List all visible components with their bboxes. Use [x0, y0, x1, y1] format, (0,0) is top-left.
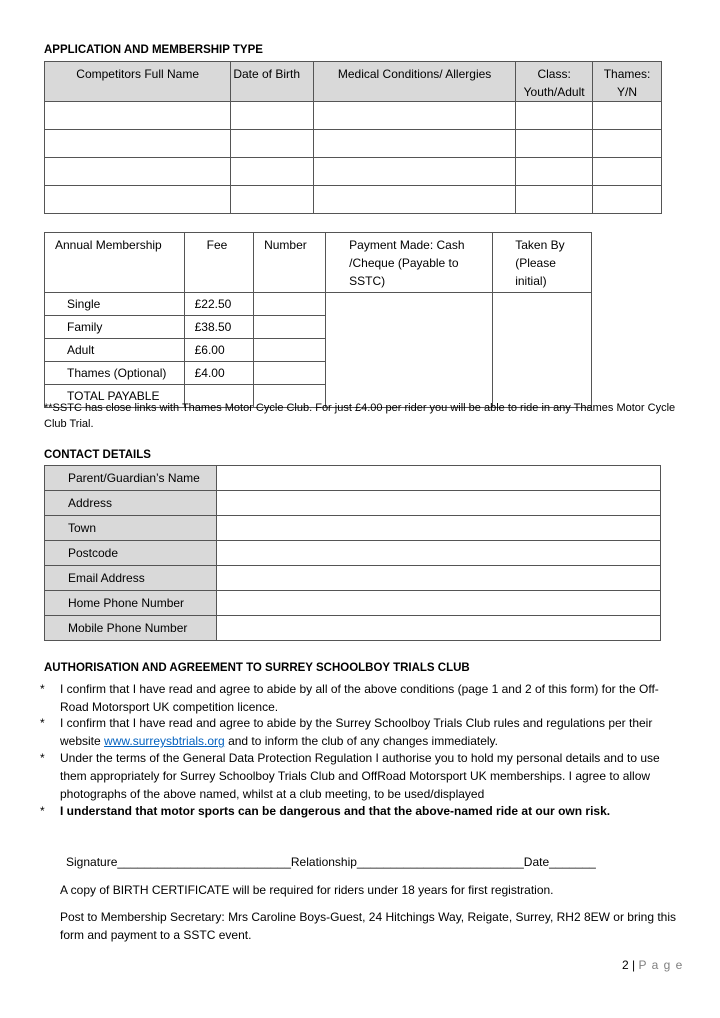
header-thames: Thames: Y/N — [593, 62, 662, 102]
dob-cell[interactable] — [231, 130, 314, 158]
membership-fee: £38.50 — [184, 316, 253, 339]
thames-cell[interactable] — [593, 158, 662, 186]
guardian-name-field[interactable] — [217, 466, 661, 491]
contact-row — [45, 616, 661, 641]
signature-line[interactable]: Signature__________________________Relationship_________________________Date_______ — [66, 855, 596, 869]
contact-row — [45, 541, 661, 566]
header-number: Number — [254, 233, 326, 293]
fees-header-row — [45, 233, 592, 293]
competitor-name-cell[interactable] — [45, 130, 231, 158]
email-field[interactable] — [217, 566, 661, 591]
address-field[interactable] — [217, 491, 661, 516]
contact-row — [45, 491, 661, 516]
authorisation-item-1: I confirm that I have read and agree to abide by all of the above conditions (page 1 and 2 of this form) for the Off-Road Motorsport UK competition licence. — [60, 682, 659, 714]
competitors-table — [44, 61, 662, 214]
competitor-row — [45, 102, 662, 130]
contact-table — [44, 465, 661, 641]
contact-label: Mobile Phone Number — [45, 616, 217, 641]
header-taken-by: Taken By (Please initial) — [493, 233, 592, 293]
medical-cell[interactable] — [314, 158, 516, 186]
membership-type: Adult — [45, 339, 185, 362]
membership-type: Thames (Optional) — [45, 362, 185, 385]
class-cell[interactable] — [516, 186, 593, 214]
authorisation-item-2: I confirm that I have read and agree to abide by the Surrey Schoolboy Trials Club rules and regulations per their website www.surreysbtrials.org and to inform the club of any changes immediately. — [60, 716, 653, 748]
page-number: 2 — [622, 958, 629, 972]
payment-made-cell[interactable] — [326, 293, 493, 408]
contact-row — [45, 591, 661, 616]
number-cell[interactable] — [254, 339, 326, 362]
thames-note: **SSTC has close links with Thames Motor Cycle Club. For just £4.00 per rider you will be able to ride in any Thames Motor Cycle Club Trial. — [44, 402, 676, 430]
footer-separator: | — [632, 958, 636, 972]
birth-certificate-note: A copy of BIRTH CERTIFICATE will be required for riders under 18 years for first registration. — [60, 883, 554, 897]
fees-table — [44, 232, 592, 408]
contact-label: Parent/Guardian’s Name — [45, 466, 217, 491]
authorisation-item-3: Under the terms of the General Data Protection Regulation I authorise you to hold my personal details and to use them appropriately for Surrey Schoolboy Trials Club and OffRoad Motorsport UK memberships. I agree to allow photographs of the above named, whilst at a club meeting, to be used/displayed — [60, 751, 660, 801]
contact-section-title: CONTACT DETAILS — [44, 449, 151, 461]
contact-label: Postcode — [45, 541, 217, 566]
number-cell[interactable] — [254, 316, 326, 339]
bullet: * — [40, 682, 45, 696]
town-field[interactable] — [217, 516, 661, 541]
header-medical-conditions: Medical Conditions/ Allergies — [314, 62, 516, 102]
class-cell[interactable] — [516, 102, 593, 130]
home-phone-field[interactable] — [217, 591, 661, 616]
contact-row — [45, 466, 661, 491]
dob-cell[interactable] — [231, 186, 314, 214]
contact-label: Address — [45, 491, 217, 516]
post-note: Post to Membership Secretary: Mrs Caroline Boys-Guest, 24 Hitchings Way, Reigate, Surrey, RH2 8EW or bring this form and payment to a SSTC event. — [60, 910, 676, 942]
competitor-name-cell[interactable] — [45, 158, 231, 186]
dob-cell[interactable] — [231, 158, 314, 186]
header-fee: Fee — [184, 233, 253, 293]
competitor-name-cell[interactable] — [45, 186, 231, 214]
competitor-row — [45, 130, 662, 158]
medical-cell[interactable] — [314, 130, 516, 158]
membership-type: Family — [45, 316, 185, 339]
membership-fee: £6.00 — [184, 339, 253, 362]
postcode-field[interactable] — [217, 541, 661, 566]
header-full-name: Competitors Full Name — [45, 62, 231, 102]
fee-row-single — [45, 293, 592, 316]
membership-fee: £4.00 — [184, 362, 253, 385]
membership-type: TOTAL PAYABLE — [45, 385, 185, 408]
mobile-phone-field[interactable] — [217, 616, 661, 641]
bullet: * — [40, 751, 45, 765]
page-footer — [622, 958, 683, 972]
membership-type: Single — [45, 293, 185, 316]
contact-label: Home Phone Number — [45, 591, 217, 616]
dob-cell[interactable] — [231, 102, 314, 130]
page-label: P a g e — [638, 958, 684, 972]
authorisation-title: AUTHORISATION AND AGREEMENT TO SURREY SCHOOLBOY TRIALS CLUB — [44, 662, 470, 674]
contact-row — [45, 516, 661, 541]
membership-fee: £22.50 — [184, 293, 253, 316]
taken-by-cell[interactable] — [493, 293, 592, 408]
class-cell[interactable] — [516, 130, 593, 158]
class-cell[interactable] — [516, 158, 593, 186]
competitor-row — [45, 186, 662, 214]
number-cell[interactable] — [254, 362, 326, 385]
header-date-of-birth: Date of Birth — [231, 62, 314, 102]
contact-row — [45, 566, 661, 591]
competitor-row — [45, 158, 662, 186]
contact-label: Town — [45, 516, 217, 541]
bullet: * — [40, 716, 45, 730]
header-annual-membership: Annual Membership — [45, 233, 185, 293]
number-cell[interactable] — [254, 293, 326, 316]
contact-label: Email Address — [45, 566, 217, 591]
membership-section-title: APPLICATION AND MEMBERSHIP TYPE — [44, 44, 263, 56]
thames-cell[interactable] — [593, 102, 662, 130]
thames-cell[interactable] — [593, 186, 662, 214]
medical-cell[interactable] — [314, 102, 516, 130]
competitors-header-row — [45, 62, 662, 102]
bullet: * — [40, 804, 45, 818]
header-payment-made: Payment Made: Cash /Cheque (Payable to SSTC) — [326, 233, 493, 293]
competitor-name-cell[interactable] — [45, 102, 231, 130]
medical-cell[interactable] — [314, 186, 516, 214]
website-link[interactable]: www.surreysbtrials.org — [104, 734, 225, 748]
thames-cell[interactable] — [593, 130, 662, 158]
authorisation-item-4: I understand that motor sports can be dangerous and that the above-named ride at our own risk. — [60, 804, 611, 818]
header-class: Class: Youth/Adult — [516, 62, 593, 102]
